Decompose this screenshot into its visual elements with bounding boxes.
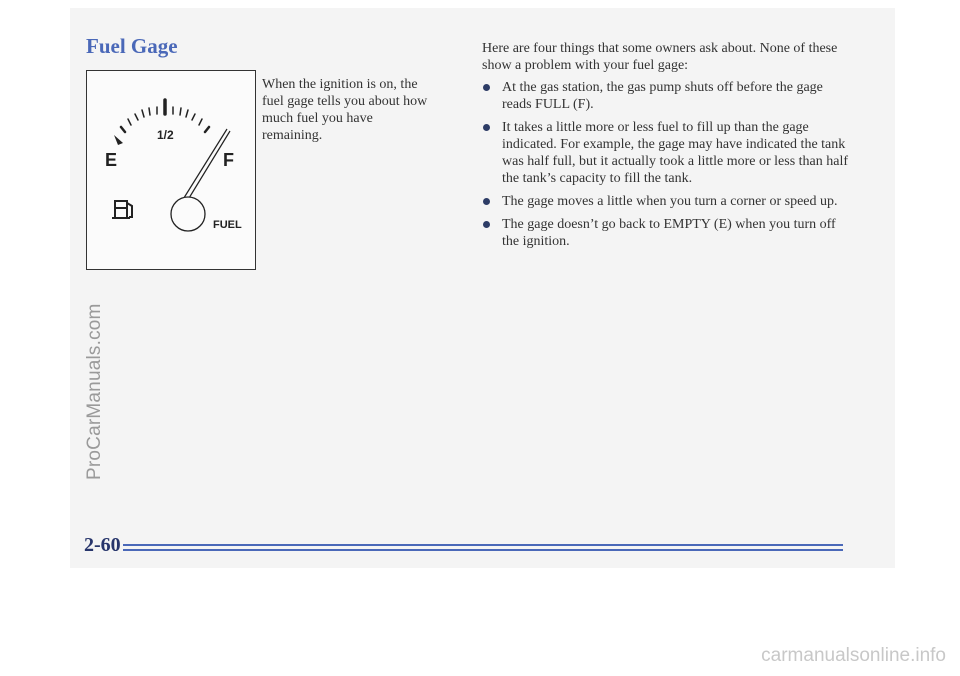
- bullet-icon: [483, 221, 490, 228]
- list-item: At the gas station, the gas pump shuts off before the gage reads FULL (F).: [482, 79, 852, 113]
- side-watermark: ProCarManuals.com: [84, 303, 105, 480]
- bullet-icon: [483, 198, 490, 205]
- empty-marker: [114, 135, 123, 145]
- fuel-label: FUEL: [213, 219, 242, 231]
- lead-paragraph: Here are four things that some owners ask about. None of these show a problem with your fuel gage:: [482, 41, 838, 73]
- gauge-tick: [121, 127, 125, 132]
- empty-label: E: [105, 150, 118, 170]
- footer-rule: [123, 544, 843, 546]
- gauge-hub: [171, 197, 205, 231]
- gauge-tick: [142, 110, 144, 117]
- fuel-gage-dial: [87, 71, 257, 271]
- list-item: The gage moves a little when you turn a corner or speed up.: [482, 193, 852, 210]
- gauge-needle: [182, 129, 227, 201]
- bullet-icon: [483, 124, 490, 131]
- gauge-tick: [192, 114, 195, 120]
- gauge-tick: [186, 110, 188, 117]
- gauge-tick: [128, 119, 131, 125]
- gauge-tick: [199, 119, 202, 125]
- list-item: It takes a little more or less fuel to fill up than the gage indicated. For example, the gage may have indicated the tank was half full, but it actually took a little more or less than half the tank’s capacity to fill the tank.: [482, 119, 852, 187]
- intro-text: When the ignition is on, the fuel gage tells you about how much fuel you have remaining.: [262, 77, 428, 143]
- footer-rule: [123, 549, 843, 551]
- full-label: F: [223, 150, 234, 170]
- bottom-watermark: carmanualsonline.info: [761, 645, 946, 666]
- bullet-list: [482, 79, 852, 250]
- section-title: Fuel Gage: [86, 34, 178, 58]
- bullet-icon: [483, 84, 490, 91]
- gauge-tick: [180, 108, 181, 115]
- gauge-tick: [135, 114, 138, 120]
- notes-column: [482, 40, 852, 256]
- fuel-gage-illustration: [86, 70, 256, 270]
- half-label: 1/2: [157, 128, 174, 142]
- fuel-pump-icon: [112, 201, 132, 218]
- gauge-tick: [149, 108, 150, 115]
- page-number: 2-60: [84, 534, 121, 556]
- gauge-tick: [205, 127, 209, 132]
- list-item: The gage doesn’t go back to EMPTY (E) when you turn off the ignition.: [482, 216, 852, 250]
